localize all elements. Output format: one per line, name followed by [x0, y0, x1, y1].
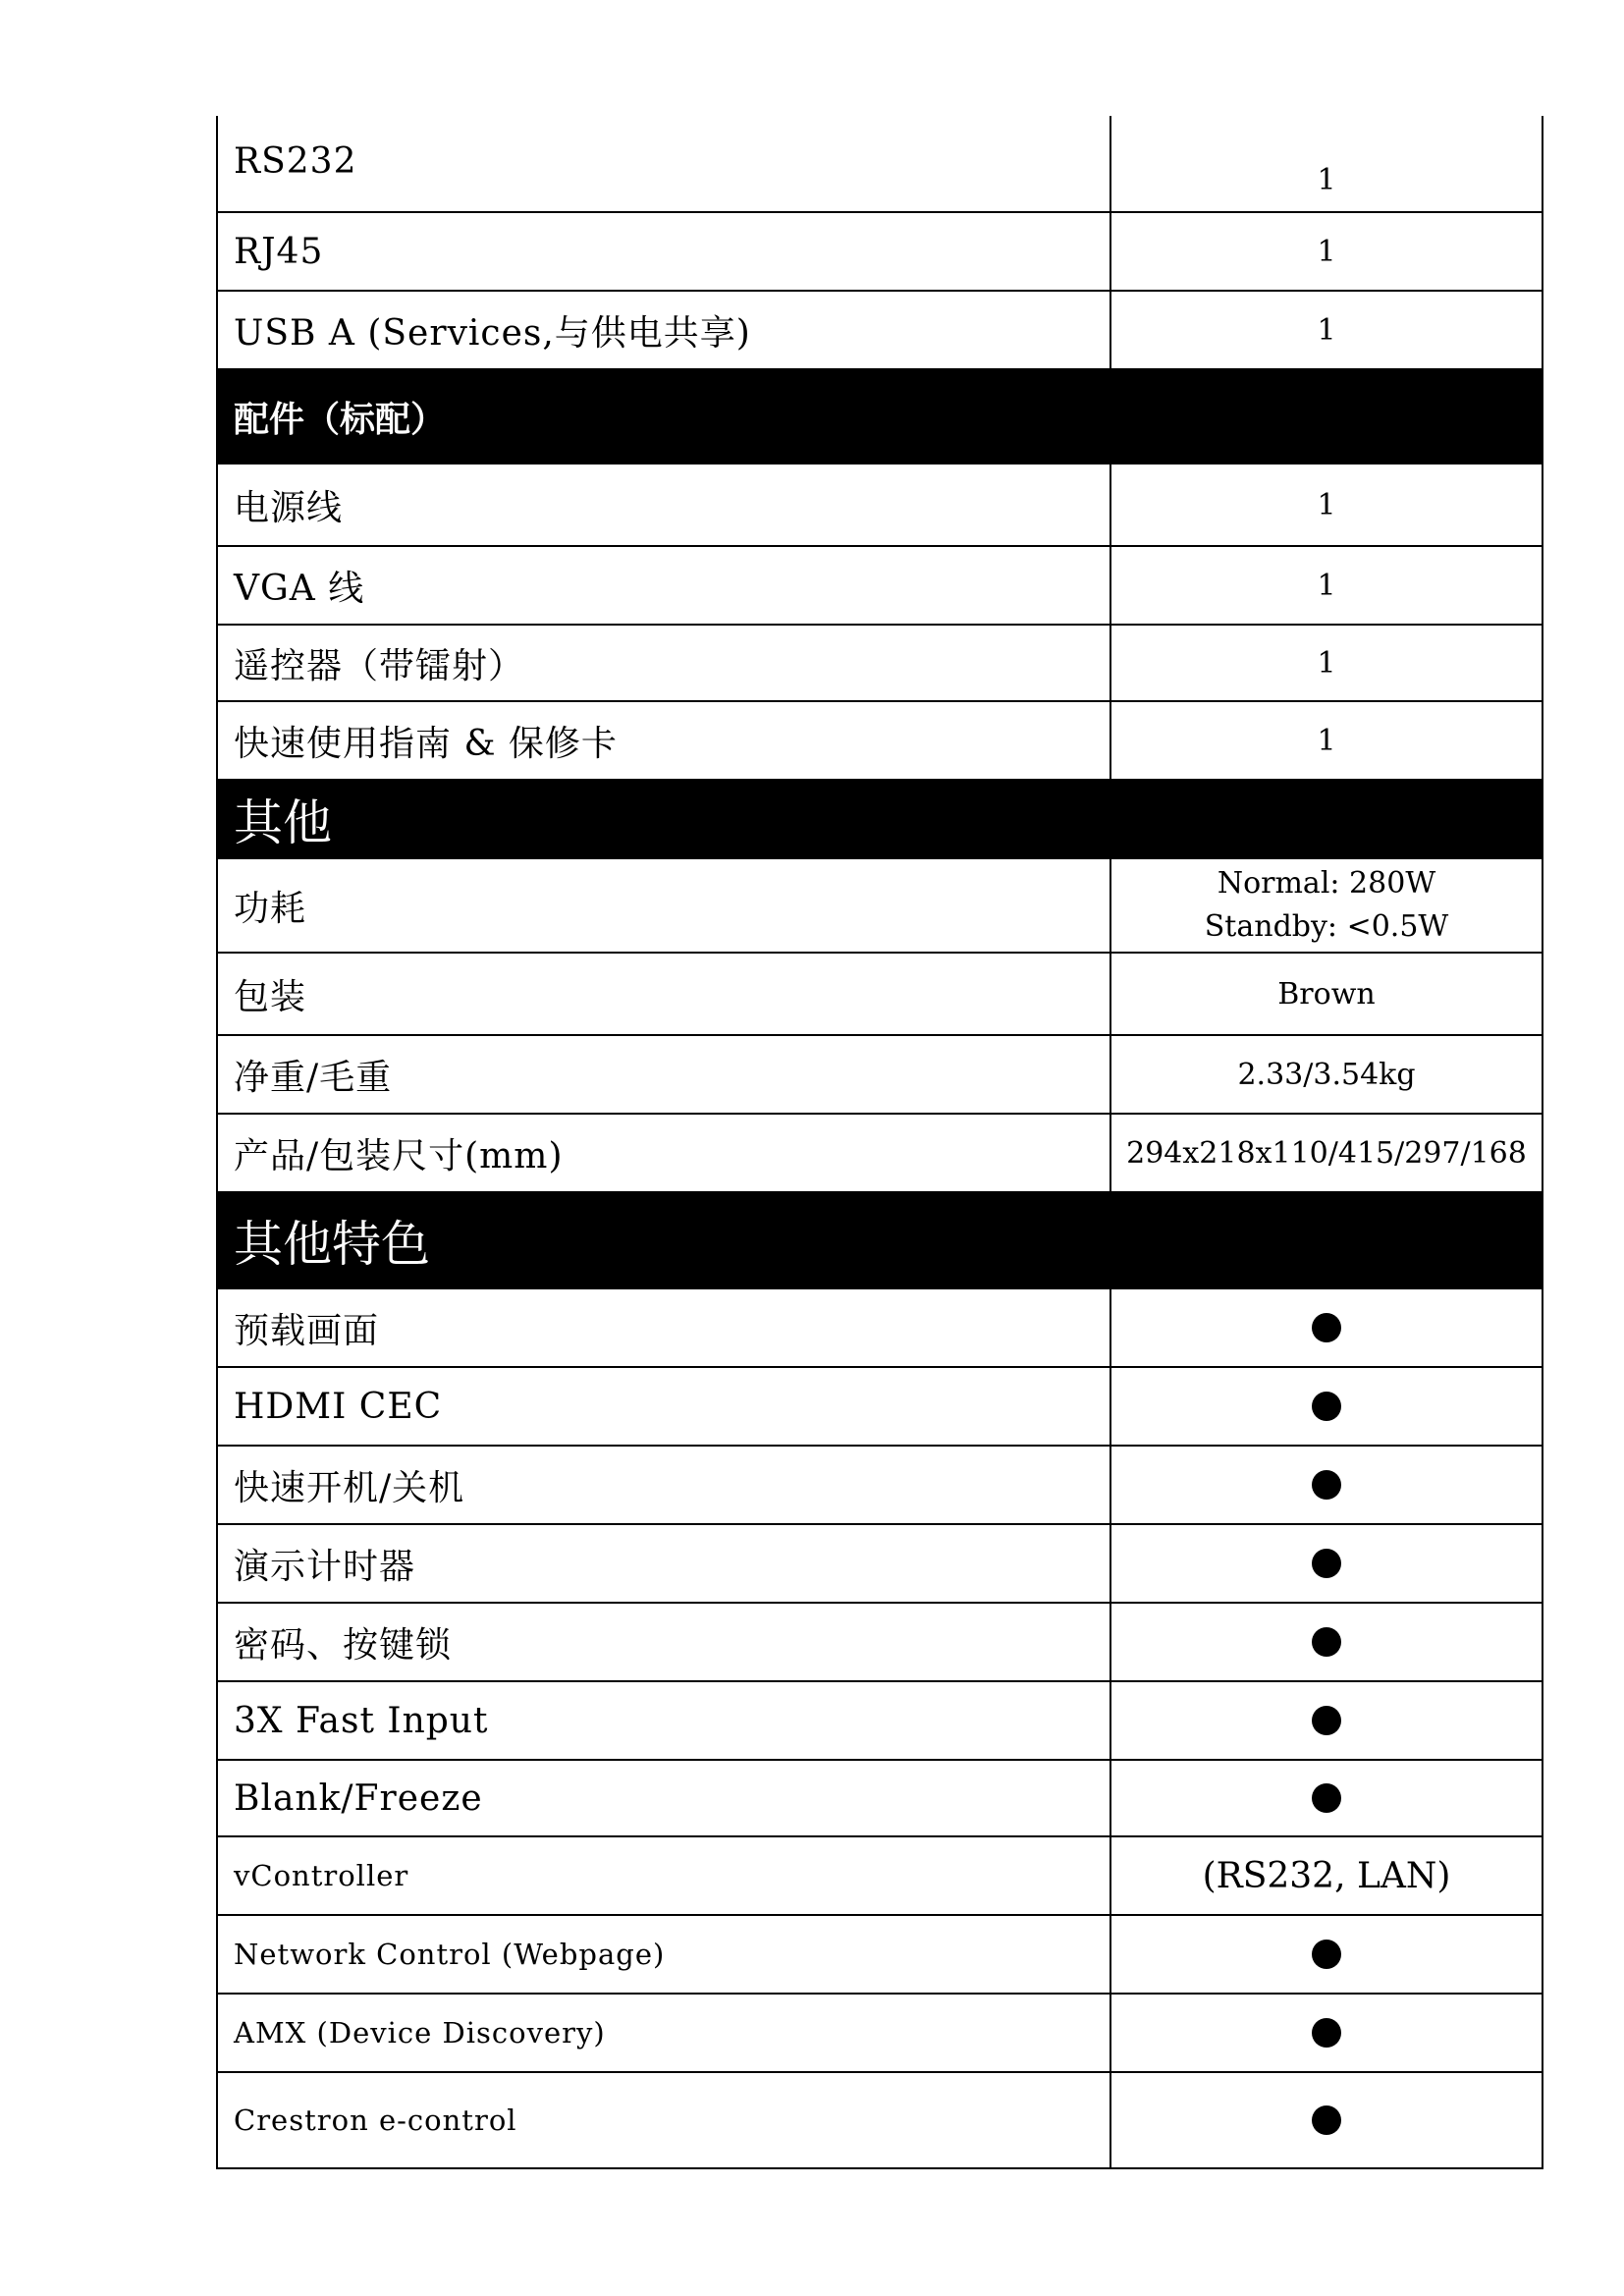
spec-value [1110, 953, 1543, 1035]
spec-label [217, 953, 1110, 1035]
supported-dot-icon [1312, 2105, 1341, 2135]
spec-value [1110, 1035, 1543, 1114]
feature-label [217, 1367, 1110, 1446]
spec-value [1110, 212, 1543, 291]
feature-value [1110, 1915, 1543, 1994]
supported-dot-icon [1312, 1470, 1341, 1500]
spec-label [217, 212, 1110, 291]
feature-label [217, 1288, 1110, 1367]
spec-label [217, 858, 1110, 953]
spec-row-rj45 [217, 212, 1543, 291]
feature-value [1110, 1994, 1543, 2072]
feature-label-text: Crestron e-control [234, 2104, 517, 2137]
supported-dot-icon [1312, 1783, 1341, 1813]
spec-value-text: 294x218x110/415/297/168 [1126, 1135, 1527, 1171]
spec-row [217, 1035, 1543, 1114]
feature-label-text: 预载画面 [234, 1310, 380, 1351]
spec-label [217, 625, 1110, 701]
spec-label-text: USB A (Services,与供电共享) [234, 312, 751, 354]
section-header-cell [217, 780, 1543, 858]
spec-value [1110, 1114, 1543, 1192]
feature-label-text: 3X Fast Input [234, 1700, 489, 1741]
spec-label [217, 1114, 1110, 1192]
feature-row [217, 1681, 1543, 1760]
spec-value-text: 1 [1317, 568, 1336, 603]
feature-row [217, 1288, 1543, 1367]
spec-value-text: 1 [1317, 723, 1336, 758]
section-header-cell [217, 1192, 1543, 1288]
feature-value [1110, 1524, 1543, 1603]
section-title: 配件（标配） [234, 399, 447, 440]
feature-label [217, 1915, 1110, 1994]
spec-label-text: 遥控器（带镭射） [234, 645, 525, 686]
feature-label-text: AMX (Device Discovery) [234, 2016, 606, 2050]
spec-row-power [217, 858, 1543, 953]
feature-row [217, 2072, 1543, 2168]
spec-label-text: 快速使用指南 & 保修卡 [234, 723, 618, 764]
spec-label-text: RS232 [234, 141, 357, 182]
feature-label [217, 1760, 1110, 1836]
spec-label-text: 电源线 [234, 487, 344, 528]
spec-table [216, 116, 1543, 2169]
feature-value [1110, 1603, 1543, 1681]
feature-label-text: Blank/Freeze [234, 1777, 483, 1819]
spec-row [217, 625, 1543, 701]
spec-value [1110, 291, 1543, 369]
feature-value [1110, 1760, 1543, 1836]
feature-label [217, 1994, 1110, 2072]
section-header-features [217, 1192, 1543, 1288]
spec-label-text: RJ45 [234, 231, 324, 272]
section-title: 其他特色 [234, 1216, 430, 1273]
spec-label [217, 116, 1110, 212]
feature-value [1110, 1836, 1543, 1915]
spec-value [1110, 116, 1543, 212]
spec-value-text: 1 [1317, 645, 1336, 681]
spec-label-text: 包装 [234, 976, 307, 1017]
spec-label [217, 1035, 1110, 1114]
feature-label-text: 密码、按键锁 [234, 1624, 453, 1666]
feature-row [217, 1994, 1543, 2072]
feature-value [1110, 1681, 1543, 1760]
feature-label [217, 1446, 1110, 1524]
spec-label-text: VGA 线 [234, 568, 365, 609]
spec-row [217, 701, 1543, 780]
spec-label [217, 464, 1110, 546]
feature-label-text: 快速开机/关机 [234, 1467, 465, 1508]
spec-value-text: 1 [1317, 163, 1336, 197]
spec-row [217, 1114, 1543, 1192]
feature-row [217, 1524, 1543, 1603]
spec-label-text: 净重/毛重 [234, 1057, 393, 1098]
spec-row-rs232 [217, 116, 1543, 212]
feature-label-text: HDMI CEC [234, 1386, 443, 1427]
feature-label-text: 演示计时器 [234, 1546, 416, 1587]
supported-dot-icon [1312, 1627, 1341, 1657]
feature-value [1110, 1367, 1543, 1446]
spec-row [217, 464, 1543, 546]
spec-value [1110, 701, 1543, 780]
spec-label [217, 291, 1110, 369]
feature-value [1110, 1446, 1543, 1524]
feature-value-text: (RS232, LAN) [1202, 1855, 1451, 1896]
supported-dot-icon [1312, 2018, 1341, 2048]
section-header-other [217, 780, 1543, 858]
spec-value-text: 1 [1317, 487, 1336, 522]
spec-value [1110, 858, 1543, 953]
feature-label [217, 2072, 1110, 2168]
spec-value-text: 2.33/3.54kg [1237, 1057, 1416, 1092]
supported-dot-icon [1312, 1549, 1341, 1578]
section-title: 其他 [234, 794, 332, 851]
spec-row [217, 546, 1543, 625]
feature-row [217, 1836, 1543, 1915]
feature-label [217, 1836, 1110, 1915]
supported-dot-icon [1312, 1940, 1341, 1969]
spec-value [1110, 625, 1543, 701]
power-standby: Standby: <0.5W [1204, 909, 1449, 944]
spec-row-usb-a [217, 291, 1543, 369]
power-normal: Normal: 280W [1217, 866, 1436, 901]
feature-row [217, 1603, 1543, 1681]
spec-value-text: Brown [1277, 976, 1376, 1011]
spec-row [217, 953, 1543, 1035]
feature-label [217, 1524, 1110, 1603]
section-header-cell [217, 369, 1543, 464]
supported-dot-icon [1312, 1313, 1341, 1342]
feature-label-text: vController [234, 1859, 409, 1892]
feature-value [1110, 2072, 1543, 2168]
feature-row [217, 1760, 1543, 1836]
spec-label-text: 产品/包装尺寸(mm) [234, 1135, 564, 1176]
feature-label-text: Network Control (Webpage) [234, 1938, 666, 1971]
spec-value [1110, 464, 1543, 546]
spec-label [217, 701, 1110, 780]
feature-row [217, 1367, 1543, 1446]
spec-label-text: 功耗 [234, 888, 307, 929]
spec-value-text: 1 [1317, 234, 1336, 269]
feature-row [217, 1915, 1543, 1994]
section-header-accessories [217, 369, 1543, 464]
spec-label [217, 546, 1110, 625]
feature-row [217, 1446, 1543, 1524]
feature-label [217, 1603, 1110, 1681]
supported-dot-icon [1312, 1706, 1341, 1735]
spec-value [1110, 546, 1543, 625]
feature-label [217, 1681, 1110, 1760]
feature-value [1110, 1288, 1543, 1367]
supported-dot-icon [1312, 1392, 1341, 1421]
spec-value-text: 1 [1317, 312, 1336, 348]
